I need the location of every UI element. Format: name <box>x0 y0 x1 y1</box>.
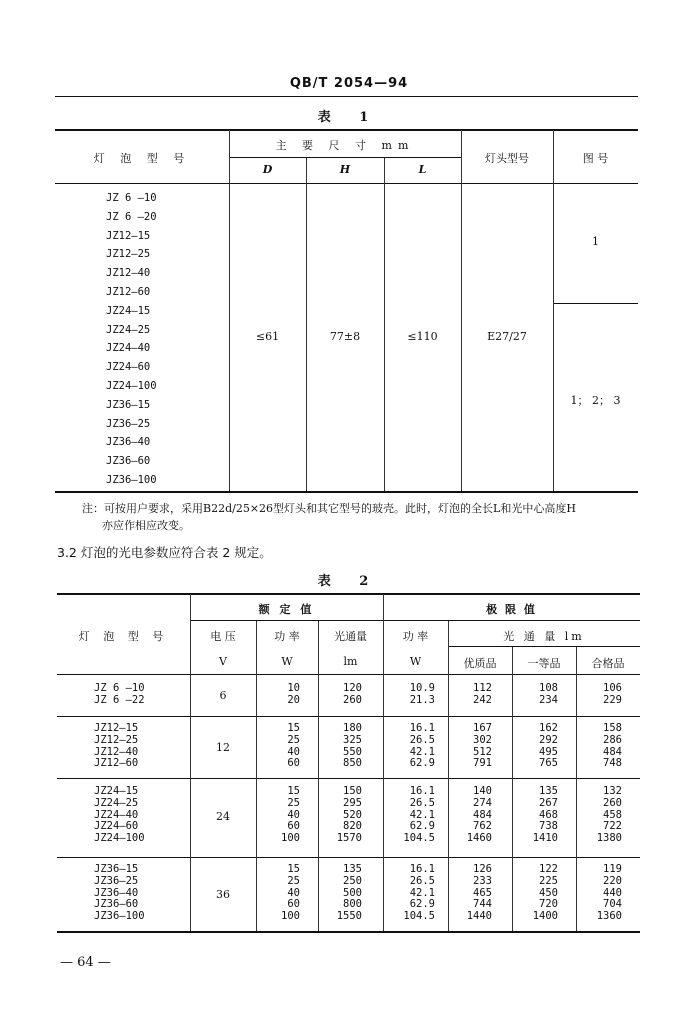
t2-group-6v-models <box>94 683 145 707</box>
t2-cell: 26.5 <box>409 796 435 809</box>
t2-cell: 104.5 <box>403 832 435 845</box>
t1-model: JZ24—15 <box>106 304 151 317</box>
t1-col-base: 灯头型号 <box>485 152 529 165</box>
t2-cell: 26.5 <box>409 733 435 746</box>
t2-voltage: 电 压 <box>210 630 236 643</box>
t2-cell: 42.1 <box>409 808 435 821</box>
t2-cell: 1410 <box>532 832 558 845</box>
t1-model: JZ36—100 <box>106 473 157 486</box>
t2-cell: 465 <box>473 886 492 899</box>
t2-cell: 267 <box>539 796 558 809</box>
t2-cell: 62.9 <box>409 898 435 911</box>
t1-col-H: H <box>339 163 351 176</box>
t2-voltage-unit: V <box>219 655 227 668</box>
t2-cell: 1570 <box>336 832 362 845</box>
t2-power-unit: W <box>281 655 293 668</box>
t2-cell: 104.5 <box>403 910 435 923</box>
t2-cell: 40 <box>287 886 300 899</box>
t2-col-model: 灯 泡 型 号 <box>78 630 169 643</box>
t2-cell: 25 <box>287 733 300 746</box>
t2-cell: 550 <box>343 745 362 758</box>
t2-cell: 167 <box>473 722 492 734</box>
t2-cell: 1380 <box>596 832 622 845</box>
t2-cell: 720 <box>539 898 558 911</box>
t1-col-L: L <box>418 163 427 176</box>
t1-model: JZ 6 —10 <box>106 192 157 204</box>
t2-model: JZ24—25 <box>94 796 139 809</box>
t2-cell: 42.1 <box>409 745 435 758</box>
t2-cell: 21.3 <box>409 693 435 706</box>
t2-cell: 242 <box>473 693 492 706</box>
table1-caption: 表 1 <box>317 110 381 125</box>
t2-cell: 108 <box>539 682 558 694</box>
t2-grade2: 一等品 <box>527 657 561 670</box>
t2-cell: 738 <box>539 820 558 833</box>
t2-cell: 15 <box>287 863 300 875</box>
t1-base-value: E27/27 <box>487 330 527 343</box>
table1-fig-split <box>553 303 638 304</box>
t2-model: JZ12—40 <box>94 745 139 758</box>
standard-code: QB/T 2054—94 <box>289 76 409 91</box>
t2-model: JZ24—100 <box>94 832 145 845</box>
section-3-2: 3.2 灯泡的光电参数应符合表 2 规定。 <box>57 545 272 560</box>
t2-voltage-24: 24 <box>216 810 230 823</box>
t2-cell: 25 <box>287 796 300 809</box>
t1-D-value: ≤61 <box>255 330 280 343</box>
t1-H-value: 77±8 <box>329 330 361 343</box>
t2-cell: 495 <box>539 745 558 758</box>
t1-col-dims: 主 要 尺 寸 mm <box>275 139 415 152</box>
t2-cell: 106 <box>603 682 622 694</box>
t2-cell: 1460 <box>466 832 492 845</box>
table2-top-rule <box>57 593 640 595</box>
t2-cell: 15 <box>287 722 300 734</box>
table1-head-rule <box>55 183 638 184</box>
t2-cell: 180 <box>343 722 362 734</box>
t2-model: JZ36—60 <box>94 898 139 911</box>
t2-cell: 500 <box>343 886 362 899</box>
t1-model: JZ36—40 <box>106 436 151 449</box>
t2-model: JZ12—15 <box>94 722 139 734</box>
t1-model: JZ24—100 <box>106 379 157 392</box>
t2-model: JZ12—60 <box>94 757 139 770</box>
t1-col-fig: 图 号 <box>582 152 609 165</box>
t2-voltage-6: 6 <box>219 689 227 702</box>
table1-top-rule <box>55 129 638 131</box>
t1-model: JZ24—40 <box>106 342 151 355</box>
t2-flux: 光通量 <box>334 630 367 643</box>
t2-cell: 60 <box>287 898 300 911</box>
t2-model: JZ36—25 <box>94 874 139 887</box>
t2-cell: 26.5 <box>409 874 435 887</box>
t2-cell: 60 <box>287 820 300 833</box>
t2-cell: 286 <box>603 733 622 746</box>
t2-model: JZ36—100 <box>94 910 145 923</box>
t2-cell: 126 <box>473 863 492 875</box>
t1-L-value: ≤110 <box>407 330 438 343</box>
t2-cell: 1440 <box>466 910 492 923</box>
t2-cell: 233 <box>473 874 492 887</box>
t2-lim-power-unit: W <box>409 655 422 668</box>
t2-model: JZ24—15 <box>94 785 139 797</box>
t2-cell: 748 <box>603 757 622 770</box>
t1-fig-b: 1； 2； 3 <box>570 394 621 407</box>
t2-cell: 132 <box>603 785 622 797</box>
t2-cell: 62.9 <box>409 757 435 770</box>
t2-cell: 458 <box>603 808 622 821</box>
t2-cell: 250 <box>343 874 362 887</box>
t1-model: JZ12—15 <box>106 229 151 242</box>
t1-model: JZ24—25 <box>106 323 151 336</box>
t2-cell: 60 <box>287 757 300 770</box>
t2-cell: 260 <box>603 796 622 809</box>
t2-group-24v-models <box>94 786 145 845</box>
t2-cell: 820 <box>343 820 362 833</box>
t2-cell: 1400 <box>532 910 558 923</box>
t2-cell: 800 <box>343 898 362 911</box>
t2-cell: 135 <box>539 785 558 797</box>
t2-cell: 325 <box>343 733 362 746</box>
t2-voltage-36: 36 <box>216 888 230 901</box>
t2-lim-power: 功 率 <box>402 630 429 643</box>
t2-model: JZ36—40 <box>94 886 139 899</box>
t2-cell: 135 <box>343 863 362 875</box>
t2-lim-flux: 光 通 量 lm <box>503 630 585 643</box>
t2-cell: 16.1 <box>409 785 435 797</box>
t2-cell: 10.9 <box>409 682 435 694</box>
t2-cell: 295 <box>343 796 362 809</box>
t2-cell: 1360 <box>596 910 622 923</box>
t2-cell: 722 <box>603 820 622 833</box>
t2-cell: 744 <box>473 898 492 911</box>
t2-cell: 225 <box>539 874 558 887</box>
t2-cell: 119 <box>603 863 622 875</box>
t2-model: JZ12—25 <box>94 733 139 746</box>
t2-cell: 150 <box>343 785 362 797</box>
t2-cell: 484 <box>473 808 492 821</box>
t1-model: JZ 6 —20 <box>106 210 157 223</box>
header-rule <box>55 96 638 97</box>
t1-col-D: D <box>262 163 273 176</box>
t1-fig-a: 1 <box>592 235 599 248</box>
t2-group-12v-models <box>94 723 138 770</box>
t2-model: JZ36—15 <box>94 863 139 875</box>
t2-cell: 260 <box>343 693 362 706</box>
t1-model: JZ12—60 <box>106 285 151 298</box>
t2-voltage-12: 12 <box>216 741 230 754</box>
t2-cell: 302 <box>473 733 492 746</box>
t2-cell: 520 <box>343 808 362 821</box>
t1-model-list <box>106 189 157 490</box>
t1-model: JZ24—60 <box>106 361 151 374</box>
t2-cell: 292 <box>539 733 558 746</box>
t2-cell: 40 <box>287 808 300 821</box>
t2-cell: 762 <box>473 820 492 833</box>
t2-cell: 1550 <box>336 910 362 923</box>
table2-caption: 表 2 <box>317 574 381 589</box>
t2-cell: 16.1 <box>409 722 435 734</box>
table1-bottom-rule <box>55 491 638 493</box>
t1-model: JZ12—25 <box>106 248 151 261</box>
t1-model: JZ36—25 <box>106 417 151 430</box>
t1-col-model: 灯 泡 型 号 <box>93 152 191 165</box>
t2-model: JZ24—60 <box>94 820 139 833</box>
t2-model: JZ 6 —22 <box>94 693 145 706</box>
t2-cell: 468 <box>539 808 558 821</box>
table1-dims-rule <box>229 157 461 158</box>
note-line-2: 亦应作相应改变。 <box>102 519 190 532</box>
t2-cell: 20 <box>287 693 300 706</box>
t2-cell: 850 <box>343 757 362 770</box>
t2-cell: 100 <box>281 910 300 923</box>
t2-group-36v-models <box>94 864 145 923</box>
t2-rated: 额 定 值 <box>258 603 315 616</box>
t2-grade1: 优质品 <box>463 657 497 670</box>
t2-cell: 220 <box>603 874 622 887</box>
t2-cell: 122 <box>539 863 558 875</box>
t2-limit: 极 限 值 <box>486 603 537 616</box>
t2-grade3: 合格品 <box>591 657 625 670</box>
t2-model: JZ 6 —10 <box>94 682 145 694</box>
t2-flux-unit: lm <box>343 655 358 668</box>
t2-cell: 25 <box>287 874 300 887</box>
t2-cell: 40 <box>287 745 300 758</box>
t1-model: JZ36—60 <box>106 455 151 468</box>
page-number: — 64 — <box>60 955 111 970</box>
t2-cell: 484 <box>603 745 622 758</box>
t2-cell: 62.9 <box>409 820 435 833</box>
t1-model: JZ36—15 <box>106 398 151 411</box>
t2-cell: 42.1 <box>409 886 435 899</box>
t2-cell: 140 <box>473 785 492 797</box>
t2-cell: 100 <box>281 832 300 845</box>
t2-cell: 158 <box>603 722 622 734</box>
t2-cell: 274 <box>473 796 492 809</box>
t2-cell: 234 <box>539 693 558 706</box>
t2-cell: 450 <box>539 886 558 899</box>
t2-model: JZ24—40 <box>94 808 139 821</box>
t2-power: 功 率 <box>274 630 300 643</box>
t2-cell: 512 <box>473 745 492 758</box>
t1-model: JZ12—40 <box>106 267 151 280</box>
t2-cell: 16.1 <box>409 863 435 875</box>
table2-bottom-rule <box>57 931 640 933</box>
t2-cell: 112 <box>473 682 492 694</box>
t2-cell: 120 <box>343 682 362 694</box>
table2-head-rule <box>57 674 640 675</box>
t2-cell: 10 <box>287 682 300 694</box>
t2-cell: 440 <box>603 886 622 899</box>
t2-cell: 765 <box>539 757 558 770</box>
t2-cell: 704 <box>603 898 622 911</box>
t2-cell: 229 <box>603 693 622 706</box>
t2-cell: 162 <box>539 722 558 734</box>
note-line-1: 注：可按用户要求，采用B22d/25×26型灯头和其它型号的玻壳。此时，灯泡的全长L和光中心高度H <box>82 502 576 515</box>
t2-cell: 15 <box>287 785 300 797</box>
t2-cell: 791 <box>473 757 492 770</box>
